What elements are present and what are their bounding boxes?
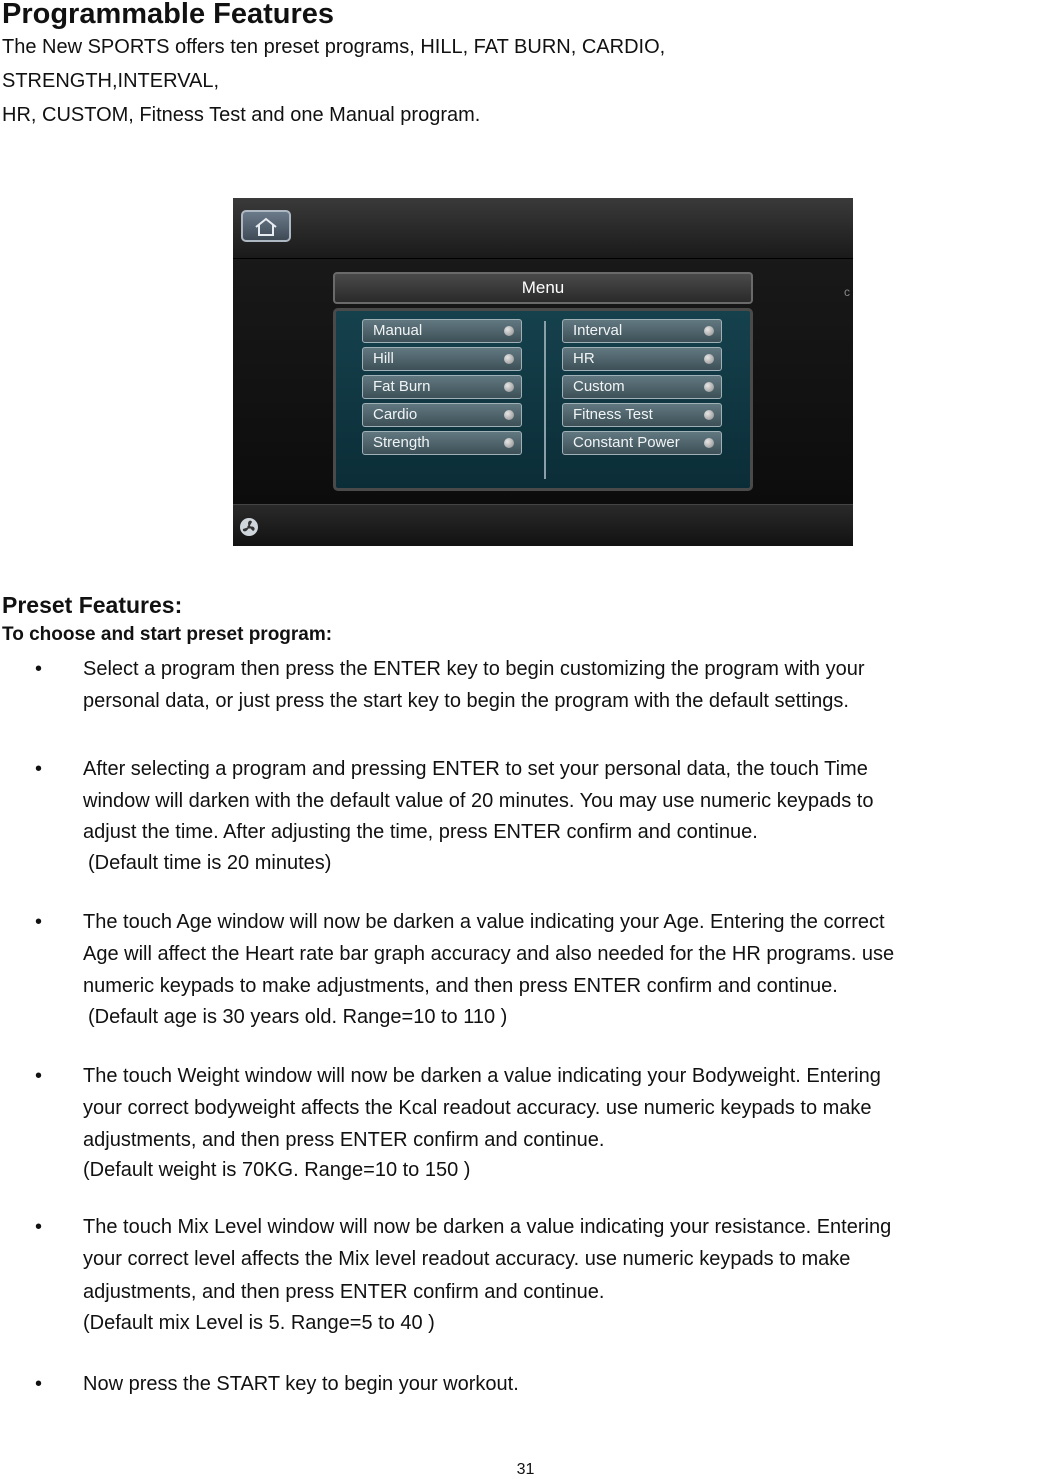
bullet-icon: •: [35, 1216, 43, 1238]
menu-item-label: Fat Burn: [373, 378, 431, 395]
indicator-dot-icon: [704, 326, 714, 336]
indicator-dot-icon: [704, 354, 714, 364]
menu-item-fat-burn[interactable]: [362, 375, 522, 399]
indicator-dot-icon: [504, 438, 514, 448]
default-note: (Default age is 30 years old. Range=10 to 110 ): [88, 1006, 508, 1028]
bullet-icon: •: [35, 1373, 43, 1395]
indicator-dot-icon: [504, 382, 514, 392]
bullet-line: Select a program then press the ENTER key to begin customizing the program with your: [83, 658, 865, 680]
bullet-line: Now press the START key to begin your workout.: [83, 1373, 519, 1395]
bullet-icon: •: [35, 1065, 43, 1087]
console-bottom-bar: [233, 504, 853, 546]
menu-item-interval[interactable]: [562, 319, 722, 343]
bullet-line: adjustments, and then press ENTER confirm and continue.: [83, 1281, 605, 1303]
bullet-line: window will darken with the default value of 20 minutes. You may use numeric keypads to: [83, 790, 874, 812]
home-icon: [254, 217, 278, 237]
menu-title-bar: Menu: [333, 272, 753, 304]
home-button[interactable]: [241, 210, 291, 242]
intro-line: HR, CUSTOM, Fitness Test and one Manual program.: [2, 104, 481, 126]
menu-item-label: Cardio: [373, 406, 418, 423]
menu-item-strength[interactable]: [362, 431, 522, 455]
menu-item-label: Hill: [373, 350, 394, 367]
default-note: (Default weight is 70KG. Range=10 to 150 ): [83, 1159, 471, 1181]
indicator-dot-icon: [704, 410, 714, 420]
bullet-line: After selecting a program and pressing ENTER to set your personal data, the touch Time: [83, 758, 868, 780]
bullet-icon: •: [35, 758, 43, 780]
indicator-dot-icon: [704, 438, 714, 448]
default-note: (Default time is 20 minutes): [88, 852, 332, 874]
menu-item-fitness-test[interactable]: [562, 403, 722, 427]
bullet-line: The touch Mix Level window will now be darken a value indicating your resistance. Entering: [83, 1216, 892, 1238]
bullet-line: your correct level affects the Mix level readout accuracy. use numeric keypads to make: [83, 1248, 851, 1270]
menu-item-label: Constant Power: [573, 434, 680, 451]
fan-icon[interactable]: [239, 517, 259, 537]
console-screenshot: [233, 198, 853, 546]
program-menu-panel: [333, 308, 753, 491]
menu-item-hill[interactable]: [362, 347, 522, 371]
menu-item-cardio[interactable]: [362, 403, 522, 427]
indicator-dot-icon: [504, 410, 514, 420]
menu-item-manual[interactable]: [362, 319, 522, 343]
bullet-line: Age will affect the Heart rate bar graph accuracy and also needed for the HR programs. use: [83, 943, 895, 965]
menu-item-hr[interactable]: [562, 347, 722, 371]
menu-item-label: Fitness Test: [573, 406, 653, 423]
bullet-line: The touch Age window will now be darken a value indicating your Age. Entering the correct: [83, 911, 885, 933]
bullet-line: your correct bodyweight affects the Kcal readout accuracy. use numeric keypads to make: [83, 1097, 872, 1119]
indicator-dot-icon: [504, 354, 514, 364]
bullet-line: personal data, or just press the start key to begin the program with the default settings.: [83, 690, 849, 712]
preset-subheading: To choose and start preset program:: [2, 624, 333, 645]
indicator-dot-icon: [704, 382, 714, 392]
side-glyph: c: [844, 285, 850, 299]
menu-item-label: Custom: [573, 378, 625, 395]
menu-item-custom[interactable]: [562, 375, 722, 399]
menu-divider: [544, 321, 546, 479]
page-number: 31: [516, 1461, 535, 1478]
preset-features-heading: Preset Features:: [2, 592, 183, 618]
default-note: (Default mix Level is 5. Range=5 to 40 ): [83, 1312, 435, 1334]
intro-line: The New SPORTS offers ten preset programs, HILL, FAT BURN, CARDIO,: [2, 36, 666, 58]
menu-item-label: HR: [573, 350, 595, 367]
indicator-dot-icon: [504, 326, 514, 336]
page-title: Programmable Features: [2, 0, 335, 30]
bullet-line: numeric keypads to make adjustments, and then press ENTER confirm and continue.: [83, 975, 838, 997]
menu-item-label: Manual: [373, 322, 423, 339]
menu-item-constant-power[interactable]: [562, 431, 722, 455]
bullet-line: adjustments, and then press ENTER confirm and continue.: [83, 1129, 605, 1151]
bullet-icon: •: [35, 658, 43, 680]
bullet-icon: •: [35, 911, 43, 933]
console-top-bar: [233, 198, 853, 259]
menu-item-label: Interval: [573, 322, 623, 339]
bullet-line: adjust the time. After adjusting the time, press ENTER confirm and continue.: [83, 821, 758, 843]
bullet-line: The touch Weight window will now be darken a value indicating your Bodyweight. Entering: [83, 1065, 881, 1087]
intro-line: STRENGTH,INTERVAL,: [2, 70, 220, 92]
menu-item-label: Strength: [373, 434, 430, 451]
